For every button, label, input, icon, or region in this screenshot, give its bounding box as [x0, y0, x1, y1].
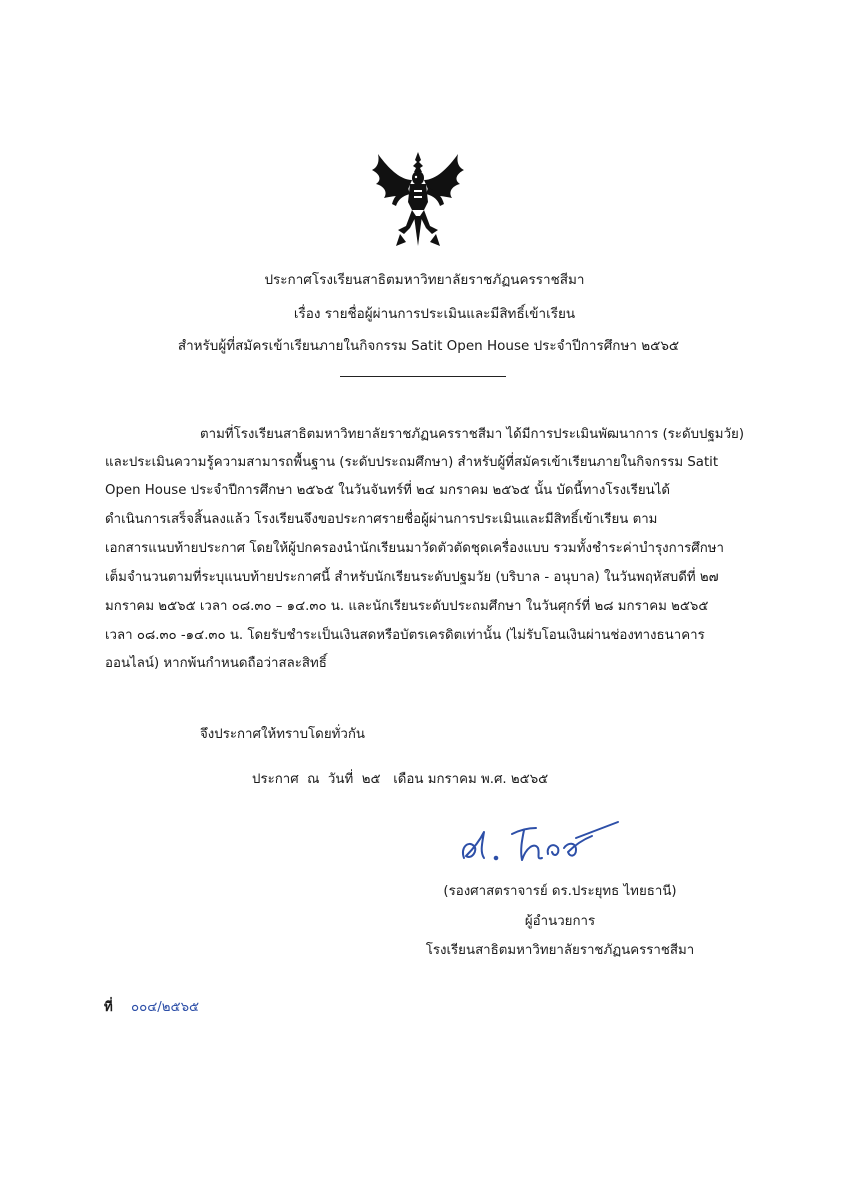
signatory-name: (รองศาสตราจารย์ ดร.ประยุทธ ไทยธานี)	[443, 884, 677, 899]
signatory-organization: โรงเรียนสาธิตมหาวิทยาลัยราชภัฏนครราชสีมา	[425, 943, 695, 958]
body-line: ตามที่โรงเรียนสาธิตมหาวิทยาลัยราชภัฏนครราชสีมา ได้มีการประเมินพัฒนาการ (ระดับปฐมวัย)	[200, 427, 745, 442]
document-number	[104, 996, 199, 1017]
announcement-date: ประกาศ ณ วันที่ ๒๕ เดือน มกราคม พ.ศ. ๒๕๖๕	[252, 772, 549, 787]
body-line: เอกสารแนบท้ายประกาศ โดยให้ผู้ปกครองนำนักเรียนมาวัดตัวตัดชุดเครื่องแบบ รวมทั้งชำระค่าบำรุงการศึกษา	[105, 541, 725, 556]
body-line: เวลา ๐๘.๓๐ -๑๔.๓๐ น. โดยรับชำระเป็นเงินสดหรือบัตรเครดิตเท่านั้น (ไม่รับโอนเงินผ่านช่องทางธนาคาร	[105, 628, 705, 643]
body-line: เต็มจำนวนตามที่ระบุแนบท้ายประกาศนี้ สำหรับนักเรียนระดับปฐมวัย (บริบาล - อนุบาล) ในวันพฤหัสบดีที่ ๒๗	[105, 570, 719, 585]
announcement-scope: สำหรับผู้ที่สมัครเข้าเรียนภายในกิจกรรม Satit Open House ประจำปีการศึกษา ๒๕๖๕	[177, 338, 680, 354]
announcement-title: ประกาศโรงเรียนสาธิตมหาวิทยาลัยราชภัฏนครราชสีมา	[264, 272, 585, 288]
announcement-subject: เรื่อง รายชื่อผู้ผ่านการประเมินและมีสิทธิ์เข้าเรียน	[293, 306, 576, 322]
header-divider	[340, 376, 506, 377]
closing-statement: จึงประกาศให้ทราบโดยทั่วกัน	[200, 727, 365, 742]
body-line: ดำเนินการเสร็จสิ้นลงแล้ว โรงเรียนจึงขอประกาศรายชื่อผู้ผ่านการประเมินและมีสิทธิ์เข้าเรียน ตาม	[105, 512, 658, 527]
document-number-value: ๐๐๔/๒๕๖๕	[131, 1000, 200, 1015]
body-line: และประเมินความรู้ความสามารถพื้นฐาน (ระดับประถมศึกษา) สำหรับผู้ที่สมัครเข้าเรียนภายในกิจกรรม Satit	[105, 455, 719, 470]
body-line: มกราคม ๒๕๖๕ เวลา ๐๘.๓๐ – ๑๔.๓๐ น. และนักเรียนระดับประถมศึกษา ในวันศุกร์ที่ ๒๘ มกราคม ๒๕๖๕	[105, 599, 709, 614]
handwritten-signature	[450, 818, 630, 868]
body-line: ออนไลน์) หากพ้นกำหนดถือว่าสละสิทธิ์	[105, 656, 327, 671]
document-number-label: ที่	[104, 1000, 113, 1015]
body-line: Open House ประจำปีการศึกษา ๒๕๖๕ ในวันจันทร์ที่ ๒๔ มกราคม ๒๕๖๕ นั้น บัดนี้ทางโรงเรียนได้	[105, 483, 671, 498]
signatory-position: ผู้อำนวยการ	[524, 914, 596, 929]
garuda-emblem-icon	[370, 150, 466, 250]
